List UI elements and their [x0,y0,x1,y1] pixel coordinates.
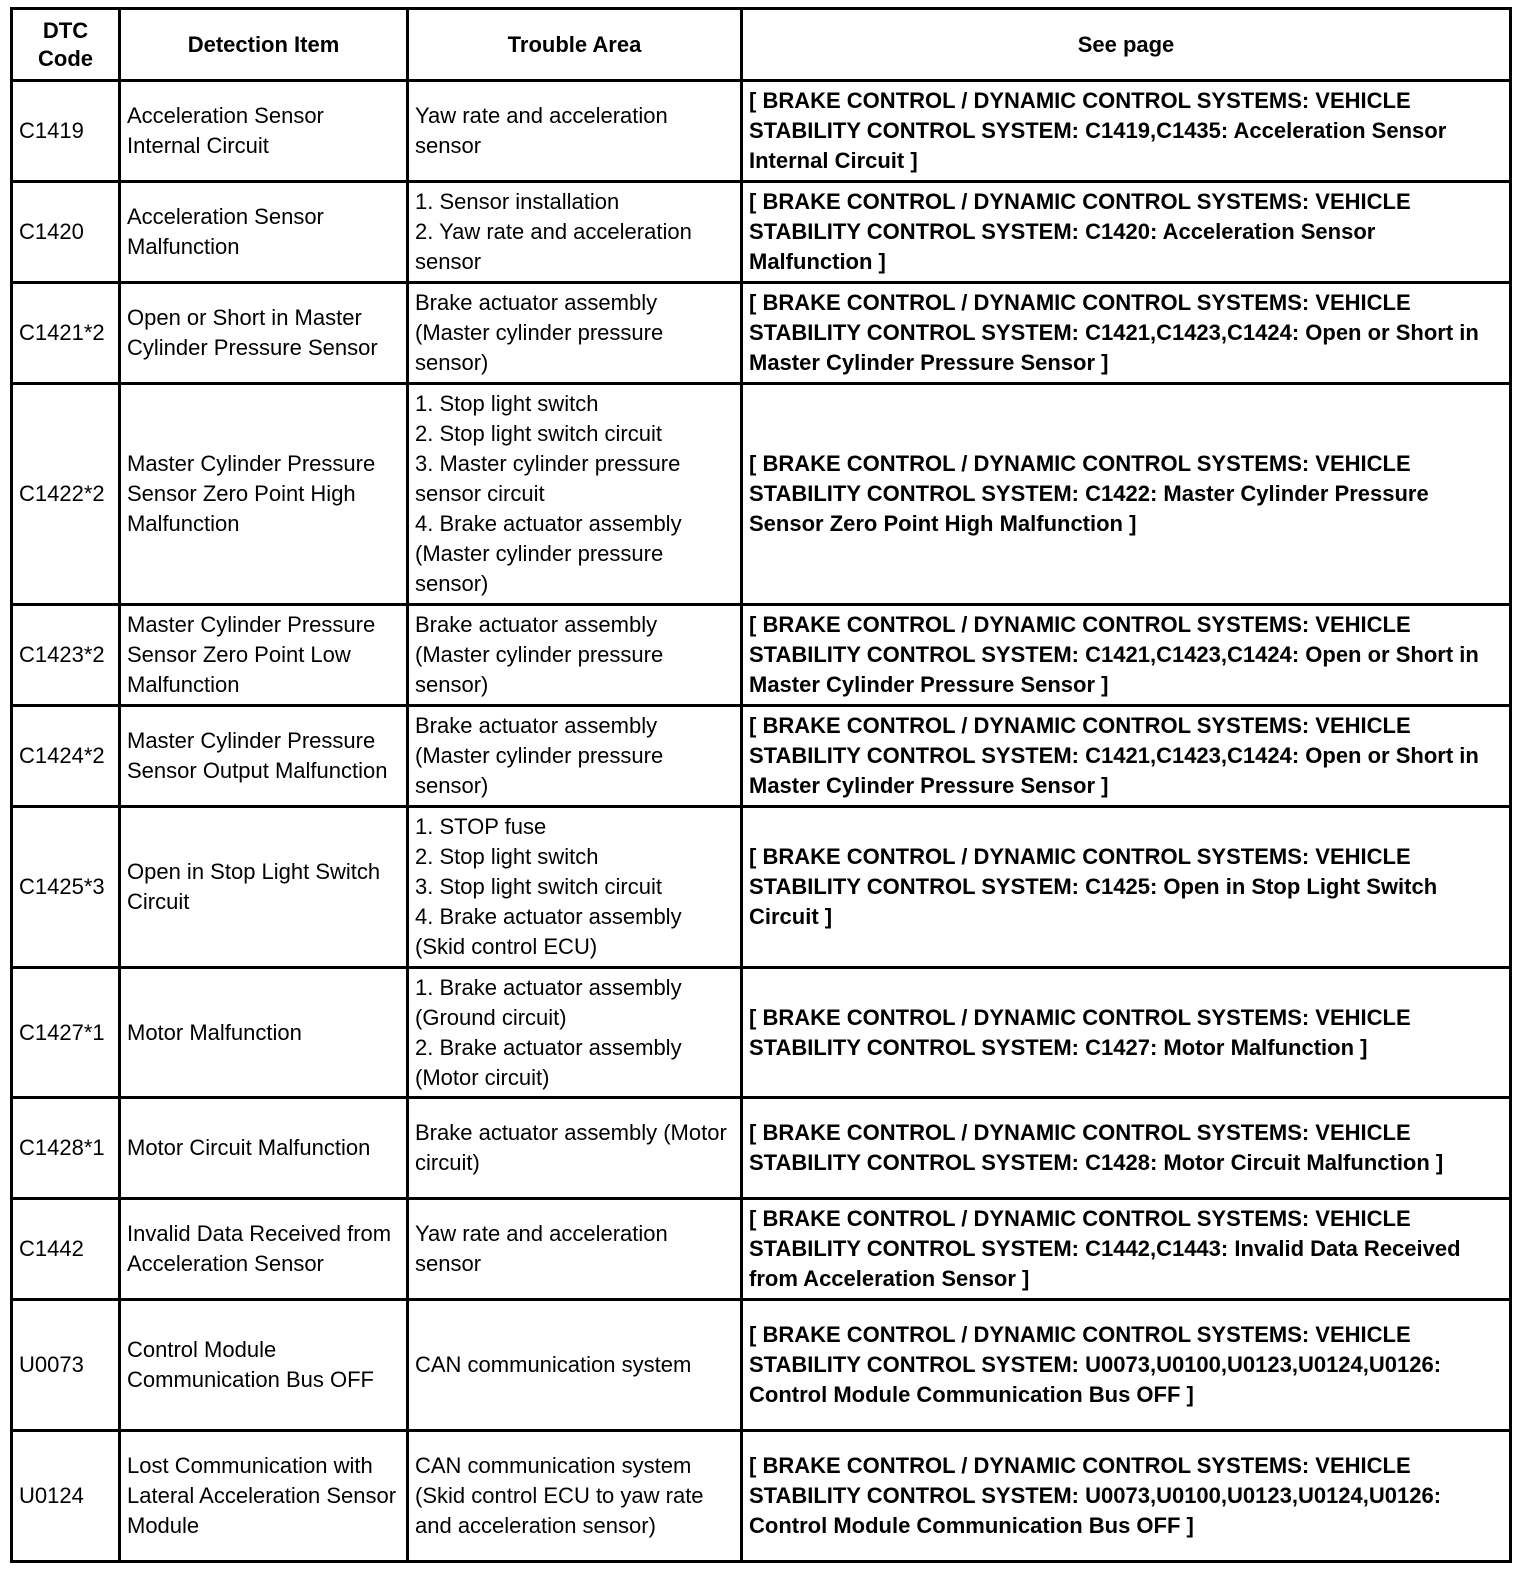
dtc-code-cell: U0124 [12,1431,120,1562]
see-page-link[interactable]: [ BRAKE CONTROL / DYNAMIC CONTROL SYSTEMS: VEHICLE STABILITY CONTROL SYSTEM: C1422: Master Cylinder Pressure Sensor Zero Point High Malfunction ] [742,384,1511,605]
trouble-area-cell: Brake actuator assembly (Motor circuit) [408,1098,742,1199]
detection-item-cell: Control Module Communication Bus OFF [120,1300,408,1431]
trouble-area-cell: 1. Stop light switch 2. Stop light switch circuit 3. Master cylinder pressure sensor circuit 4. Brake actuator assembly (Master cylinder pressure sensor) [408,384,742,605]
see-page-link[interactable]: [ BRAKE CONTROL / DYNAMIC CONTROL SYSTEMS: VEHICLE STABILITY CONTROL SYSTEM: C1420: Acceleration Sensor Malfunction ] [742,182,1511,283]
trouble-area-cell: CAN communication system (Skid control ECU to yaw rate and acceleration sensor) [408,1431,742,1562]
table-row [12,81,1511,182]
table-row [12,384,1511,605]
dtc-code-cell: C1420 [12,182,120,283]
header-row [12,9,1511,81]
detection-item-cell: Acceleration Sensor Malfunction [120,182,408,283]
table-row [12,968,1511,1098]
table-row [12,807,1511,968]
dtc-code-cell: C1428*1 [12,1098,120,1199]
dtc-code-cell: C1419 [12,81,120,182]
dtc-code-cell: C1422*2 [12,384,120,605]
dtc-code-cell: C1425*3 [12,807,120,968]
table-row [12,1098,1511,1199]
table-row [12,1431,1511,1562]
dtc-code-cell: C1442 [12,1199,120,1300]
trouble-area-cell: CAN communication system [408,1300,742,1431]
header-detection-item: Detection Item [120,9,408,81]
dtc-code-cell: C1421*2 [12,283,120,384]
table-row [12,706,1511,807]
trouble-area-cell: Yaw rate and acceleration sensor [408,81,742,182]
see-page-link[interactable]: [ BRAKE CONTROL / DYNAMIC CONTROL SYSTEMS: VEHICLE STABILITY CONTROL SYSTEM: U0073,U0100,U0123,U0124,U0126: Control Module Communication Bus OFF ] [742,1300,1511,1431]
dtc-code-cell: U0073 [12,1300,120,1431]
detection-item-cell: Motor Malfunction [120,968,408,1098]
header-see-page: See page [742,9,1511,81]
see-page-link[interactable]: [ BRAKE CONTROL / DYNAMIC CONTROL SYSTEMS: VEHICLE STABILITY CONTROL SYSTEM: C1421,C1423,C1424: Open or Short in Master Cylinder Pressure Sensor ] [742,605,1511,706]
detection-item-cell: Acceleration Sensor Internal Circuit [120,81,408,182]
see-page-link[interactable]: [ BRAKE CONTROL / DYNAMIC CONTROL SYSTEMS: VEHICLE STABILITY CONTROL SYSTEM: C1425: Open in Stop Light Switch Circuit ] [742,807,1511,968]
table-row [12,1199,1511,1300]
header-dtc-code: DTC Code [12,9,120,81]
trouble-area-cell: 1. STOP fuse 2. Stop light switch 3. Stop light switch circuit 4. Brake actuator assembly (Skid control ECU) [408,807,742,968]
see-page-link[interactable]: [ BRAKE CONTROL / DYNAMIC CONTROL SYSTEMS: VEHICLE STABILITY CONTROL SYSTEM: C1442,C1443: Invalid Data Received from Acceleration Sensor ] [742,1199,1511,1300]
trouble-area-cell: 1. Sensor installation 2. Yaw rate and acceleration sensor [408,182,742,283]
table-row [12,283,1511,384]
detection-item-cell: Open or Short in Master Cylinder Pressure Sensor [120,283,408,384]
see-page-link[interactable]: [ BRAKE CONTROL / DYNAMIC CONTROL SYSTEMS: VEHICLE STABILITY CONTROL SYSTEM: C1428: Motor Circuit Malfunction ] [742,1098,1511,1199]
detection-item-cell: Open in Stop Light Switch Circuit [120,807,408,968]
see-page-link[interactable]: [ BRAKE CONTROL / DYNAMIC CONTROL SYSTEMS: VEHICLE STABILITY CONTROL SYSTEM: C1421,C1423,C1424: Open or Short in Master Cylinder Pressure Sensor ] [742,283,1511,384]
detection-item-cell: Master Cylinder Pressure Sensor Zero Point High Malfunction [120,384,408,605]
dtc-code-cell: C1424*2 [12,706,120,807]
table-row [12,182,1511,283]
detection-item-cell: Lost Communication with Lateral Acceleration Sensor Module [120,1431,408,1562]
see-page-link[interactable]: [ BRAKE CONTROL / DYNAMIC CONTROL SYSTEMS: VEHICLE STABILITY CONTROL SYSTEM: U0073,U0100,U0123,U0124,U0126: Control Module Communication Bus OFF ] [742,1431,1511,1562]
detection-item-cell: Master Cylinder Pressure Sensor Output Malfunction [120,706,408,807]
header-trouble-area: Trouble Area [408,9,742,81]
detection-item-cell: Invalid Data Received from Acceleration Sensor [120,1199,408,1300]
table-row [12,605,1511,706]
table-row [12,1300,1511,1431]
dtc-table-page [10,7,1510,1563]
see-page-link[interactable]: [ BRAKE CONTROL / DYNAMIC CONTROL SYSTEMS: VEHICLE STABILITY CONTROL SYSTEM: C1419,C1435: Acceleration Sensor Internal Circuit ] [742,81,1511,182]
dtc-code-cell: C1423*2 [12,605,120,706]
trouble-area-cell: Brake actuator assembly (Master cylinder pressure sensor) [408,283,742,384]
see-page-link[interactable]: [ BRAKE CONTROL / DYNAMIC CONTROL SYSTEMS: VEHICLE STABILITY CONTROL SYSTEM: C1421,C1423,C1424: Open or Short in Master Cylinder Pressure Sensor ] [742,706,1511,807]
see-page-link[interactable]: [ BRAKE CONTROL / DYNAMIC CONTROL SYSTEMS: VEHICLE STABILITY CONTROL SYSTEM: C1427: Motor Malfunction ] [742,968,1511,1098]
trouble-area-cell: Yaw rate and acceleration sensor [408,1199,742,1300]
trouble-area-cell: Brake actuator assembly (Master cylinder pressure sensor) [408,706,742,807]
detection-item-cell: Motor Circuit Malfunction [120,1098,408,1199]
dtc-table [10,7,1512,1563]
trouble-area-cell: 1. Brake actuator assembly (Ground circuit) 2. Brake actuator assembly (Motor circuit) [408,968,742,1098]
dtc-code-cell: C1427*1 [12,968,120,1098]
detection-item-cell: Master Cylinder Pressure Sensor Zero Point Low Malfunction [120,605,408,706]
trouble-area-cell: Brake actuator assembly (Master cylinder pressure sensor) [408,605,742,706]
